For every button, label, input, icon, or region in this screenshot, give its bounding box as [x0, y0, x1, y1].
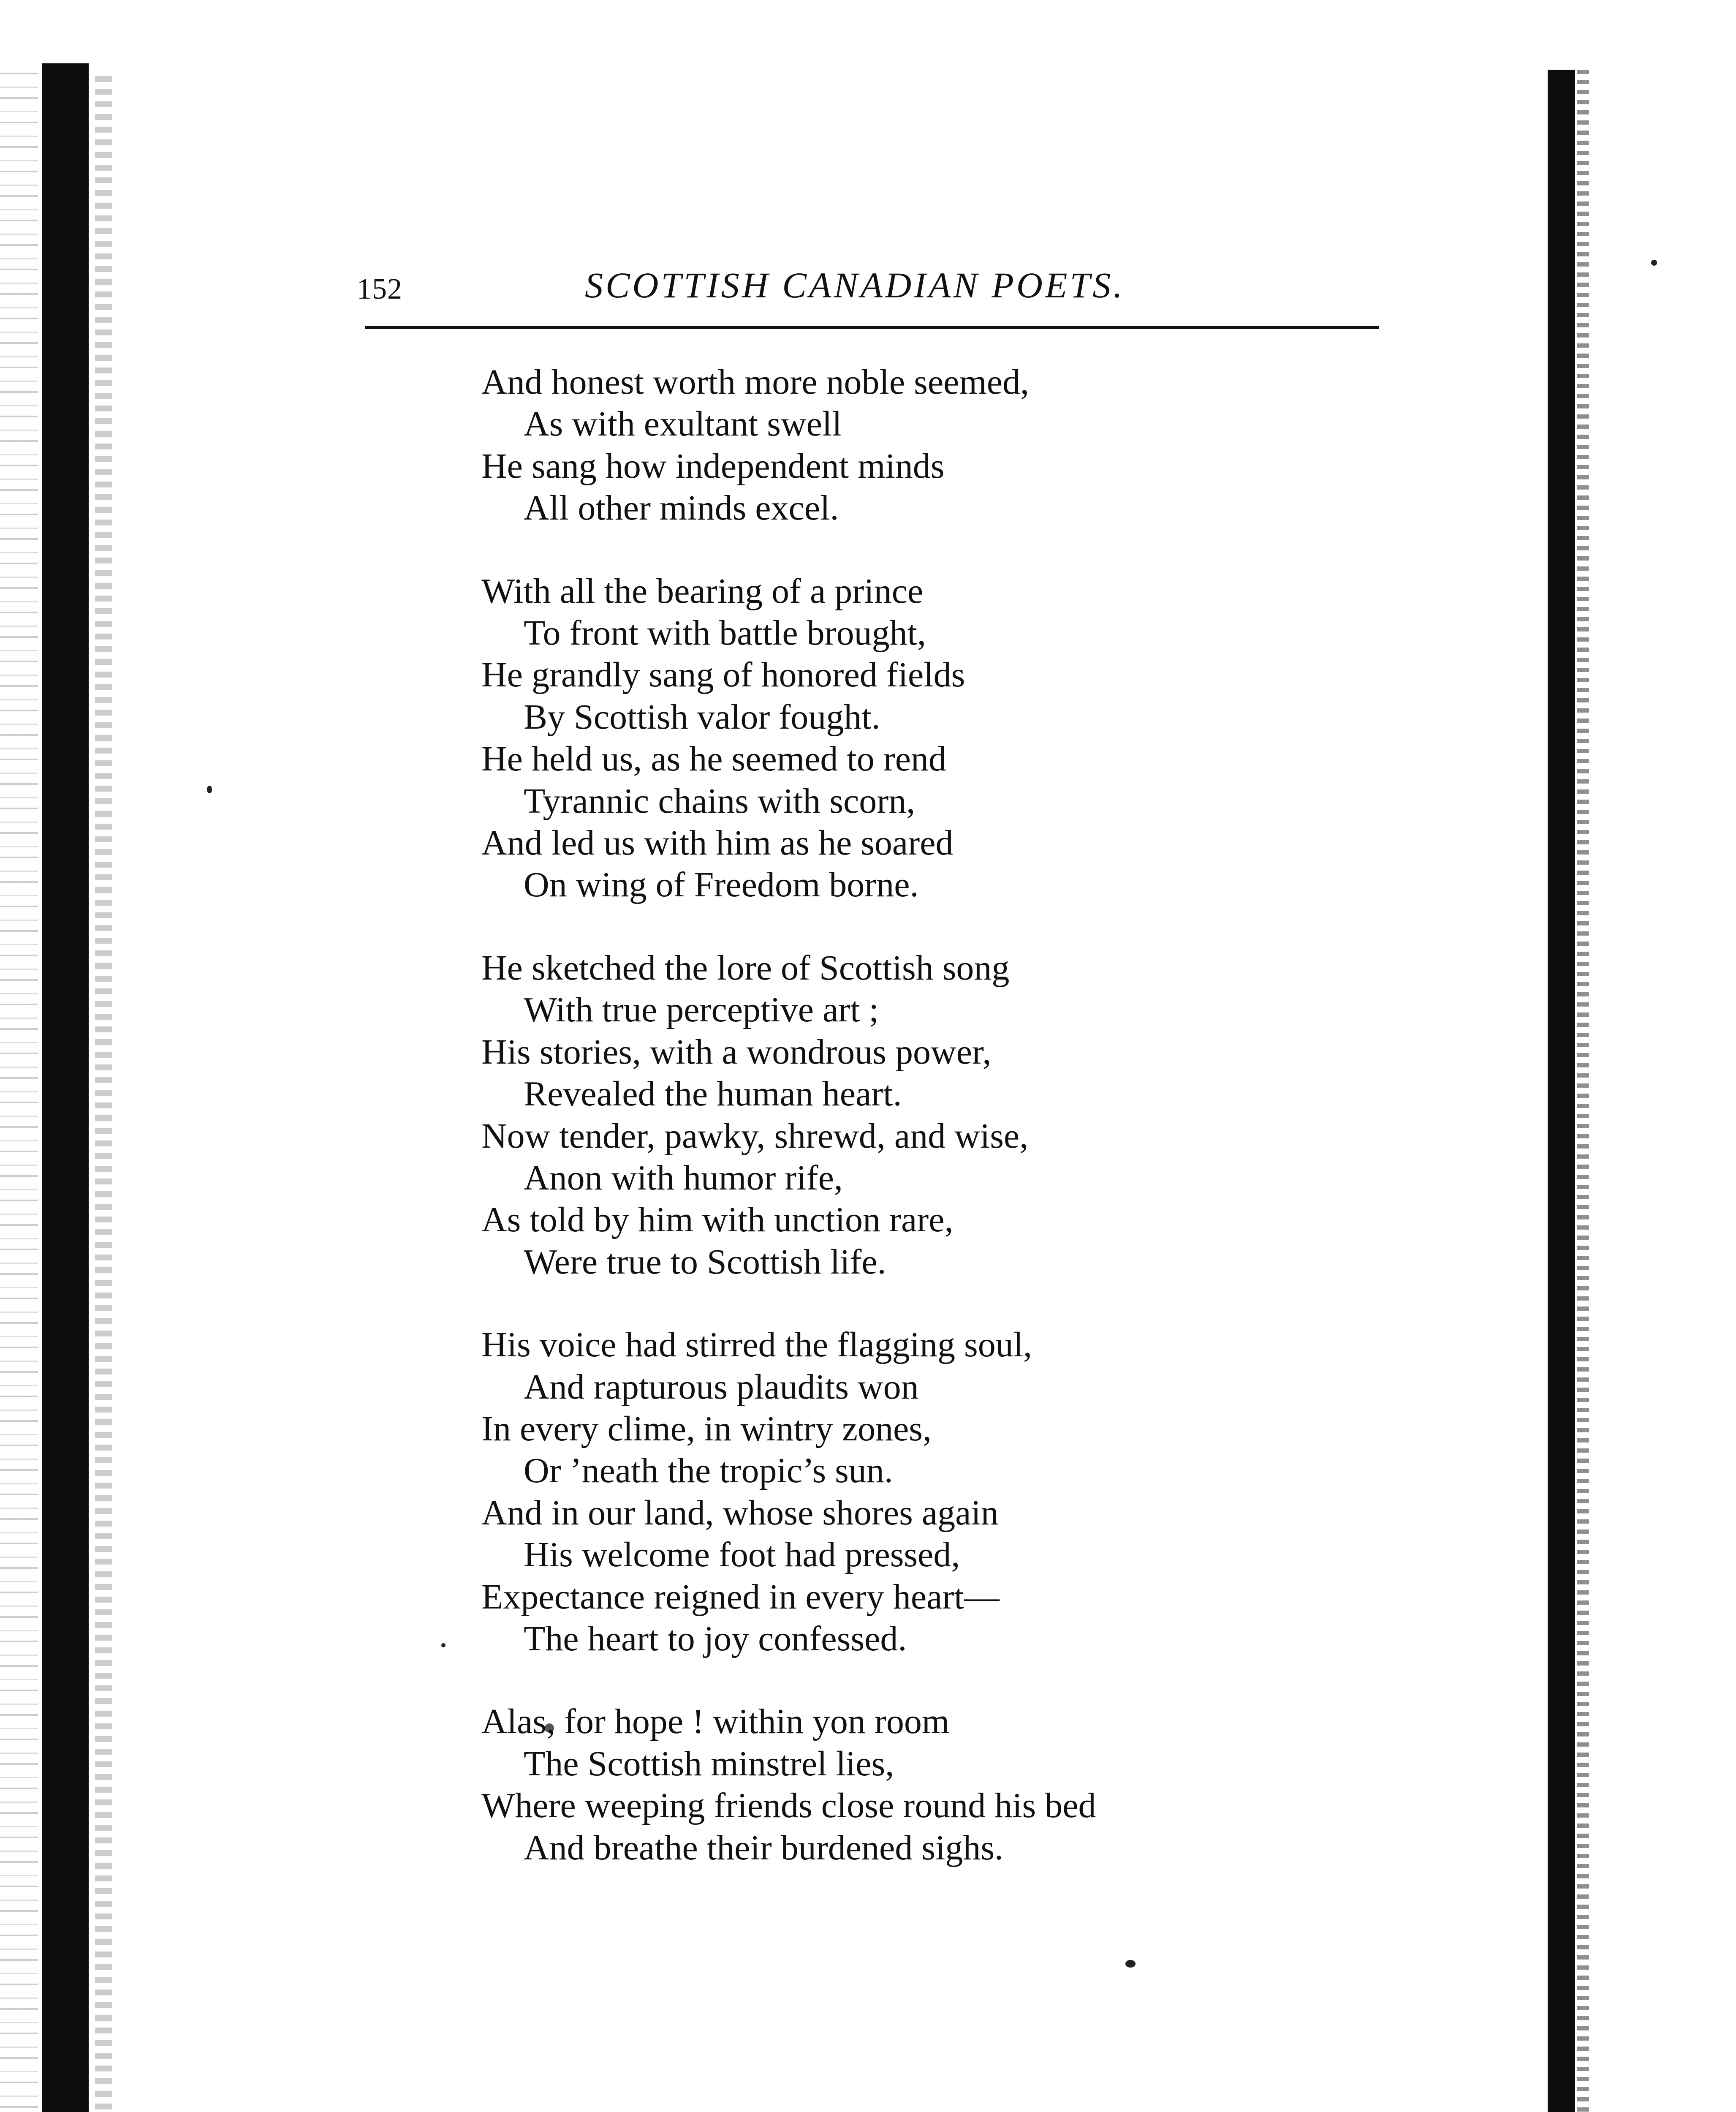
poem-line: His voice had stirred the flagging soul, [481, 1325, 1032, 1365]
poem-line: As with exultant swell [524, 404, 842, 444]
poem-line: And led us with him as he soared [481, 823, 954, 863]
poem-line: The Scottish minstrel lies, [524, 1744, 894, 1783]
scan-speck [1125, 1960, 1136, 1968]
poem-line: Now tender, pawky, shrewd, and wise, [481, 1116, 1029, 1156]
poem-line: All other minds excel. [524, 488, 839, 528]
poem-line: And honest worth more noble seemed, [481, 362, 1030, 402]
poem-line: Revealed the human heart. [524, 1074, 902, 1114]
poem-line: Were true to Scottish life. [524, 1242, 886, 1282]
poem-line: Alas, for hope ! within yon room [481, 1702, 950, 1742]
stanza [481, 1324, 1326, 1660]
scan-speck [1651, 260, 1657, 266]
poem-line: By Scottish valor fought. [524, 697, 880, 737]
stanza [481, 361, 1326, 529]
poem-line: To front with battle brought, [524, 613, 926, 653]
running-title: SCOTTISH CANADIAN POETS. [585, 265, 1125, 305]
right-outer-edge [1577, 70, 1589, 2112]
poem-line: He sang how independent minds [481, 446, 945, 486]
poem-line: He sketched the lore of Scottish song [481, 948, 1010, 988]
poem-line: With true perceptive art ; [524, 990, 879, 1030]
poem-line: Expectance reigned in every heart— [481, 1577, 1000, 1617]
stanza [481, 570, 1326, 906]
poem-line: His stories, with a wondrous power, [481, 1032, 992, 1072]
poem-line: Anon with humor rife, [524, 1158, 843, 1198]
right-edge-shadow [1548, 70, 1575, 2112]
poem-line: He held us, as he seemed to rend [481, 739, 946, 779]
scan-speck [441, 1643, 446, 1647]
poem-line: Tyrannic chains with scorn, [524, 781, 916, 821]
left-inner-edge [95, 76, 112, 2112]
poem-line: On wing of Freedom borne. [524, 865, 919, 905]
header-rule [365, 326, 1379, 329]
poem-line: And rapturous plaudits won [524, 1367, 919, 1407]
running-header [357, 264, 1383, 315]
page-number: 152 [357, 273, 402, 305]
poem-line: His welcome foot had pressed, [524, 1535, 960, 1575]
poem-line: And in our land, whose shores again [481, 1493, 999, 1532]
poem-line: As told by him with unction rare, [481, 1200, 954, 1240]
poem-line: Or ’neath the tropic’s sun. [524, 1451, 893, 1491]
scan-speck [207, 786, 212, 793]
poem-line: The heart to joy confessed. [524, 1619, 907, 1658]
left-edge-speckle [0, 63, 38, 2112]
poem-line: And breathe their burdened sighs. [524, 1828, 1004, 1867]
poem-line: In every clime, in wintry zones, [481, 1409, 932, 1448]
stanza [481, 947, 1326, 1283]
poem-line: He grandly sang of honored fields [481, 655, 965, 695]
poem-body [481, 361, 1326, 1910]
poem-line: With all the bearing of a prince [481, 571, 924, 611]
stanza [481, 1701, 1326, 1869]
poem-line: Where weeping friends close round his bed [481, 1786, 1096, 1826]
left-binding-shadow [42, 63, 89, 2112]
